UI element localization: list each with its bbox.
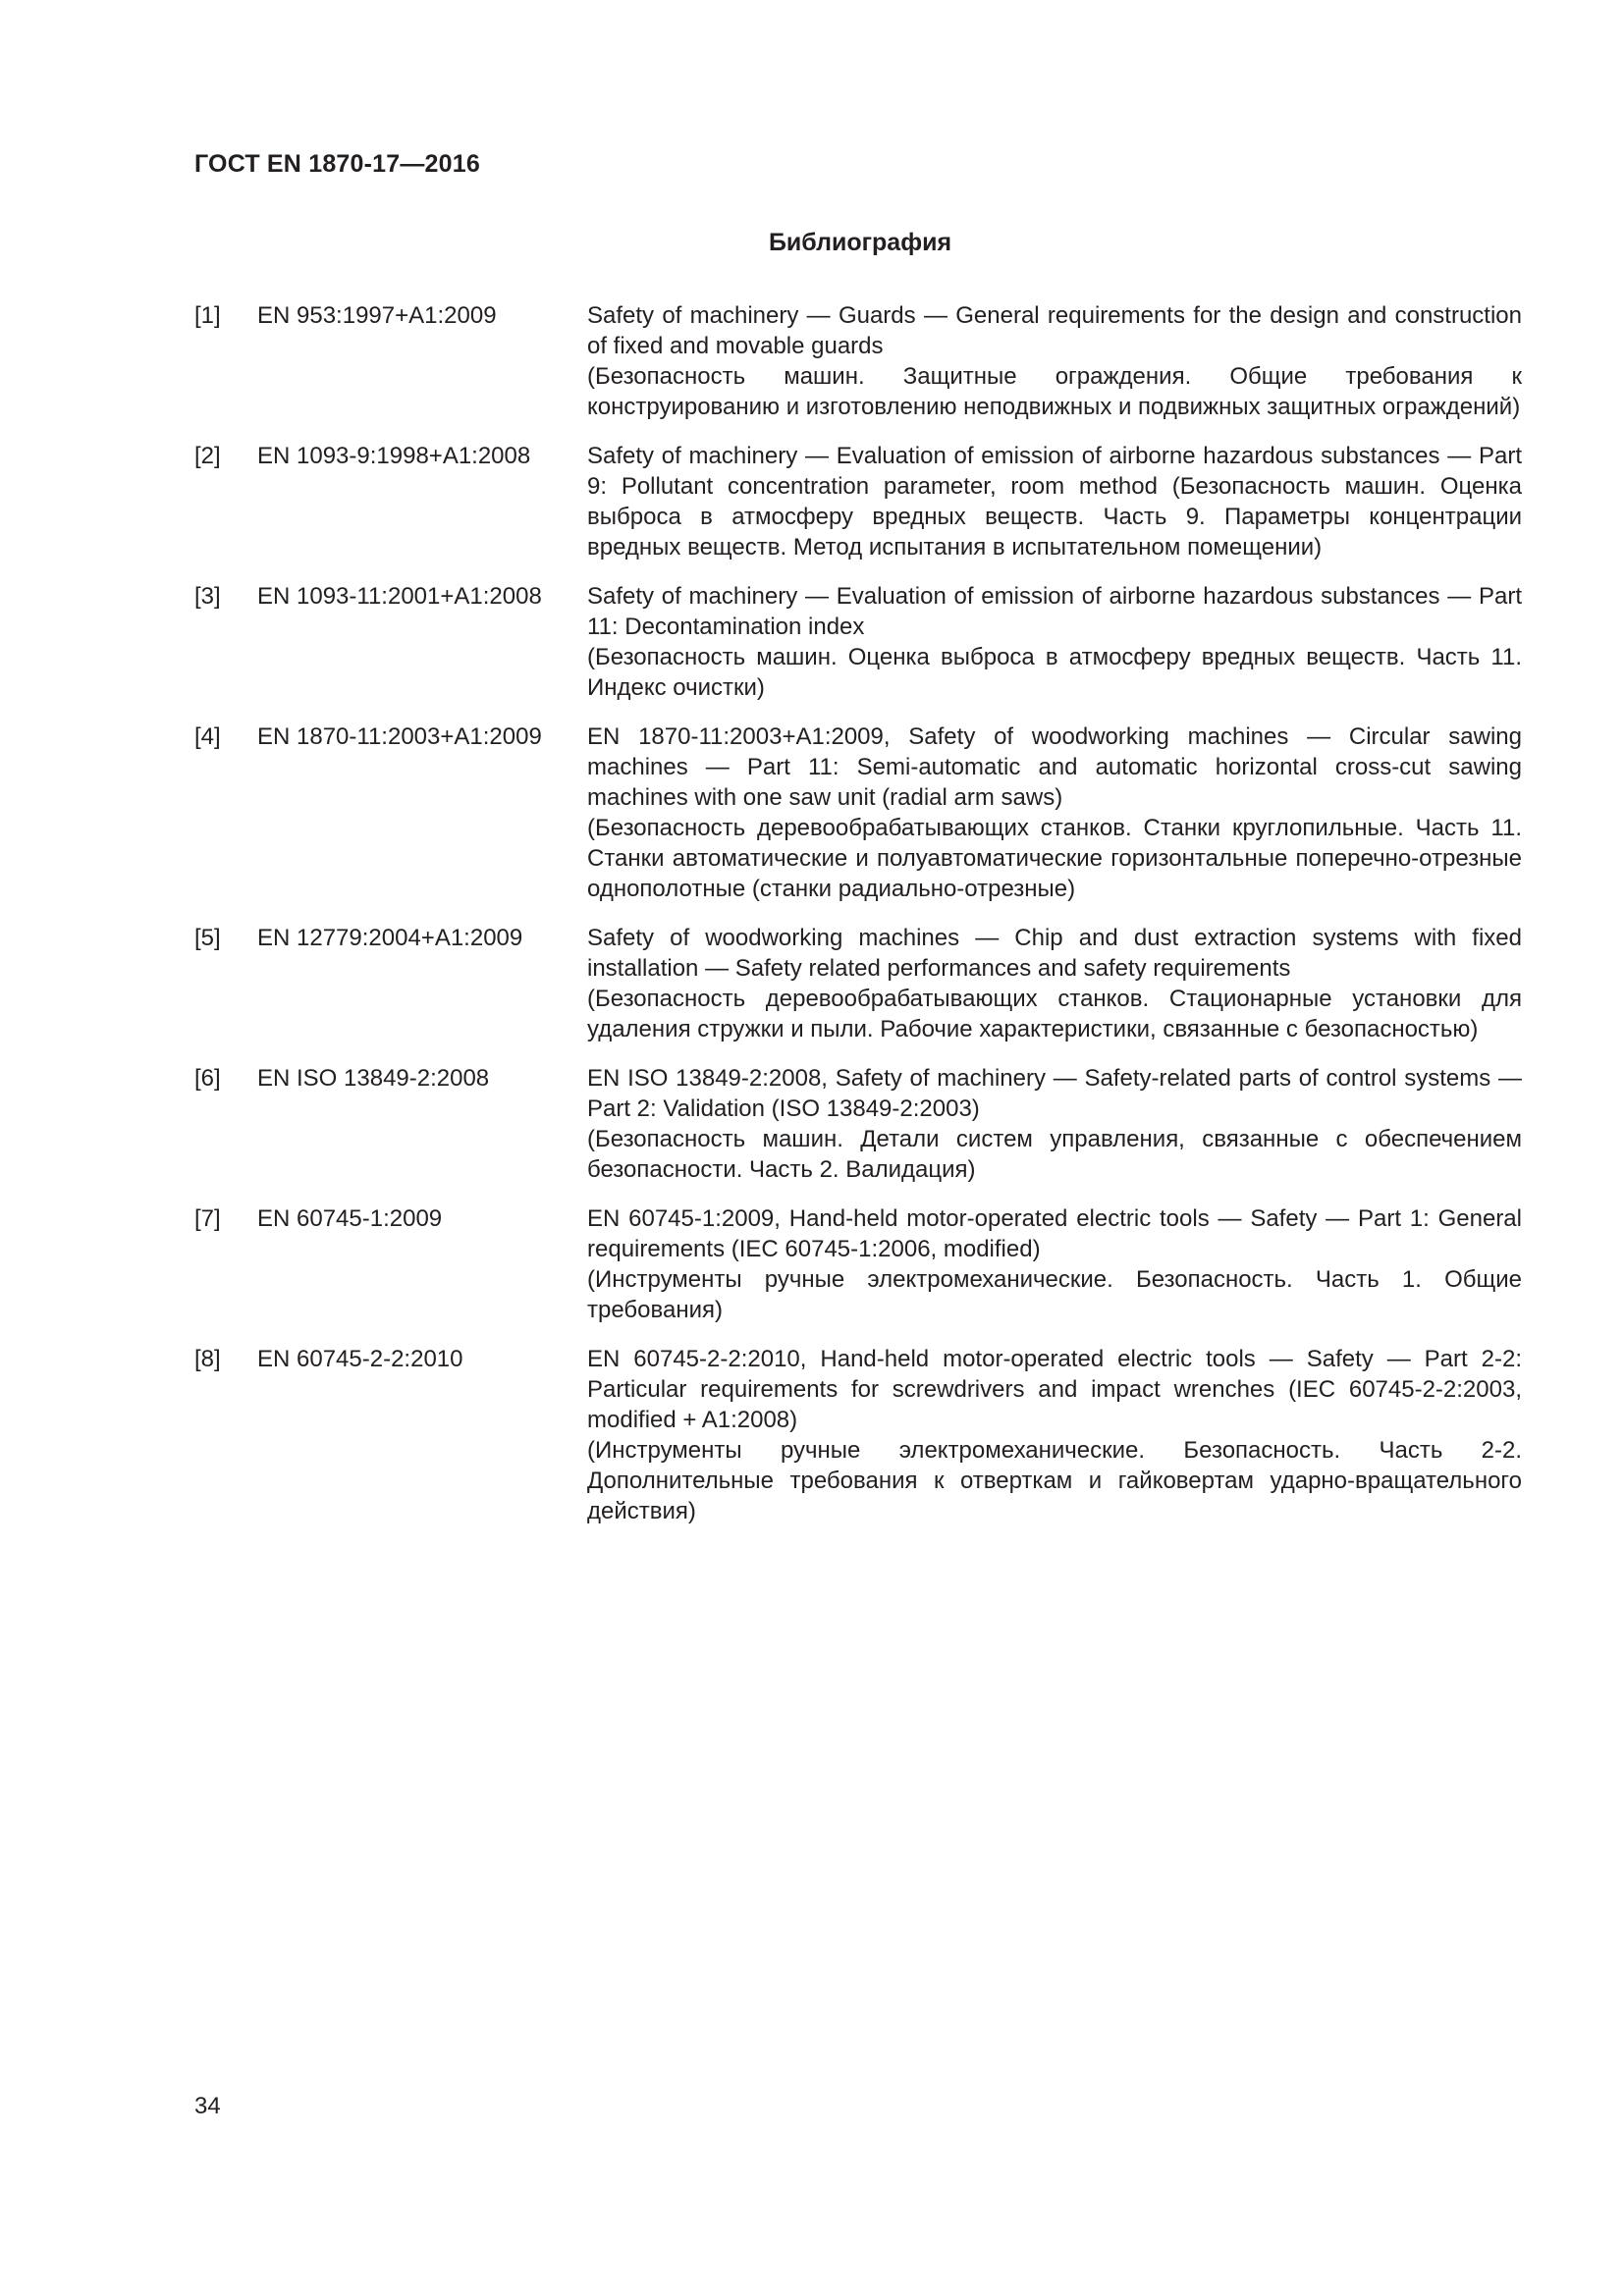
russian-title: (Безопасность машин. Оценка выброса в атмосферу вредных веществ. Часть 11. Индекс очистки)	[587, 644, 1522, 701]
entry-number: [2]	[194, 443, 221, 469]
entry-description	[587, 300, 1522, 422]
russian-title: (Безопасность машин. Детали систем управления, связанные с обеспечением безопасности. Часть 2. Валидация)	[587, 1126, 1522, 1183]
russian-title: (Безопасность деревообрабатывающих станков. Станки круглопильные. Часть 11. Станки автоматические и полуавтоматические горизонтальные поперечно-отрезные однополотные (станки радиально-отрезные)	[587, 815, 1522, 902]
bibliography-entry	[194, 300, 1522, 422]
bibliography-entry	[194, 1063, 1522, 1185]
entry-number: [3]	[194, 583, 221, 610]
entry-number: [4]	[194, 723, 221, 750]
russian-title: (Безопасность машин. Защитные ограждения. Общие требования к конструированию и изготовлению неподвижных и подвижных защитных ограждений)	[587, 363, 1522, 420]
english-title: EN ISO 13849-2:2008, Safety of machinery — Safety-related parts of control systems — Part 2: Validation (ISO 13849-2:2003)	[587, 1065, 1522, 1122]
english-title: Safety of woodworking machines — Chip and dust extraction systems with fixed installation — Safety related performances and safety requirements	[587, 925, 1522, 982]
entry-description	[587, 923, 1522, 1044]
section-title: Библиография	[768, 229, 952, 256]
standard-code: EN ISO 13849-2:2008	[257, 1065, 490, 1092]
standard-code: EN 1870-11:2003+A1:2009	[257, 723, 542, 750]
standard-code: EN 1093-9:1998+A1:2008	[257, 443, 531, 469]
entry-description	[587, 1203, 1522, 1325]
entry-number: [8]	[194, 1346, 221, 1372]
standard-code: EN 953:1997+A1:2009	[257, 302, 497, 329]
english-title: EN 60745-2-2:2010, Hand-held motor-operated electric tools — Safety — Part 2-2: Particular requirements for screwdrivers and impact wrenches (IEC 60745-2-2:2003, modified + A1:2008)	[587, 1346, 1522, 1433]
entry-number: [7]	[194, 1205, 221, 1232]
russian-title: (Безопасность деревообрабатывающих станков. Стационарные установки для удаления стружки и пыли. Рабочие характеристики, связанные с безопасностью)	[587, 986, 1522, 1042]
english-title: EN 1870-11:2003+A1:2009, Safety of woodworking machines — Circular sawing machines — Part 11: Semi-automatic and automatic horizontal cross-cut sawing machines with one saw unit (radial arm saws)	[587, 723, 1522, 811]
entry-number: [6]	[194, 1065, 221, 1092]
bibliography-entry	[194, 923, 1522, 1044]
document-code-header: ГОСТ EN 1870-17—2016	[194, 150, 480, 178]
bibliography-list	[194, 300, 1522, 1545]
entry-number: [1]	[194, 302, 221, 329]
bibliography-entry	[194, 1344, 1522, 1526]
standard-code: EN 12779:2004+A1:2009	[257, 925, 523, 951]
russian-title: (Инструменты ручные электромеханические. Безопасность. Часть 1. Общие требования)	[587, 1266, 1522, 1323]
standard-code: EN 60745-1:2009	[257, 1205, 443, 1232]
entry-description	[587, 1344, 1522, 1526]
bibliography-entry	[194, 721, 1522, 904]
english-title: Safety of machinery — Evaluation of emission of airborne hazardous substances — Part 11: Decontamination index	[587, 583, 1522, 640]
entry-description	[587, 441, 1522, 562]
entry-number: [5]	[194, 925, 221, 951]
entry-description	[587, 721, 1522, 904]
russian-title: (Инструменты ручные электромеханические. Безопасность. Часть 2-2. Дополнительные требования к отверткам и гайковертам ударно-вращательного действия)	[587, 1437, 1522, 1524]
english-title: Safety of machinery — Guards — General requirements for the design and construction of fixed and movable guards	[587, 302, 1522, 359]
english-title: EN 60745-1:2009, Hand-held motor-operated electric tools — Safety — Part 1: General requirements (IEC 60745-1:2006, modified)	[587, 1205, 1522, 1262]
entry-description	[587, 1063, 1522, 1185]
standard-code: EN 1093-11:2001+A1:2008	[257, 583, 542, 610]
entry-description	[587, 581, 1522, 703]
bibliography-entry	[194, 1203, 1522, 1325]
english-title: Safety of machinery — Evaluation of emission of airborne hazardous substances — Part 9: Pollutant concentration parameter, room method (Безопасность машин. Оценка выброса в атмосферу вредных веществ. Часть 9. Параметры концентрации вредных веществ. Метод испытания в испытательном помещении)	[587, 443, 1522, 561]
standard-code: EN 60745-2-2:2010	[257, 1346, 463, 1372]
bibliography-entry	[194, 441, 1522, 562]
page-number: 34	[194, 2093, 221, 2119]
bibliography-entry	[194, 581, 1522, 703]
